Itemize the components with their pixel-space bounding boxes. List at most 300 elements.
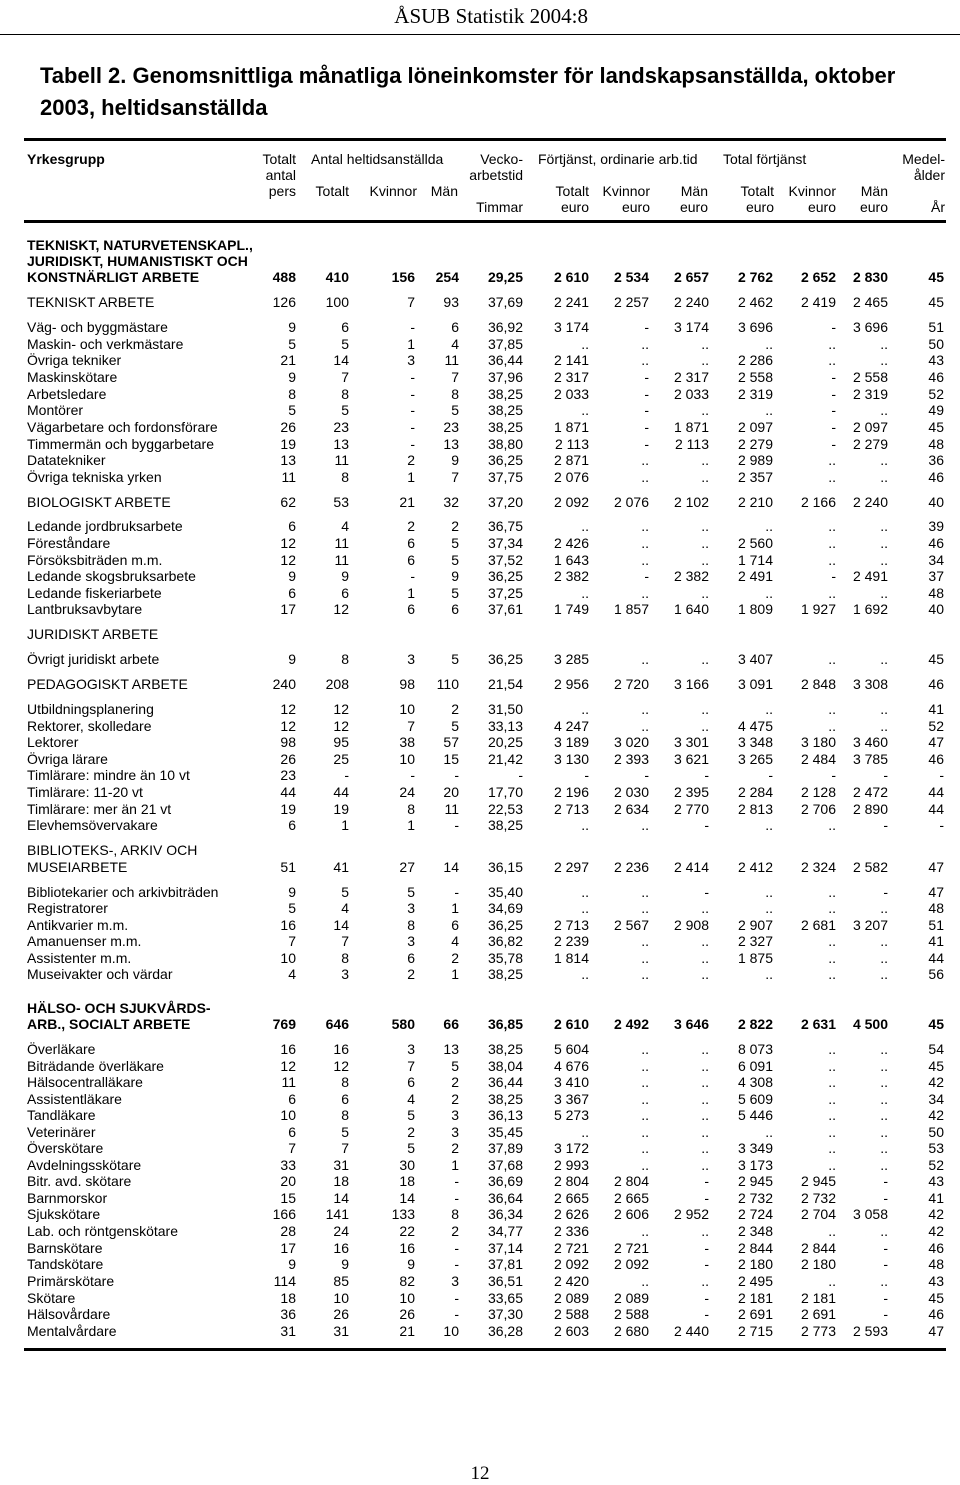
table-cell: 51 <box>928 917 944 933</box>
table-cell: .. <box>641 1107 649 1123</box>
table-cell: 2 348 <box>737 1223 773 1239</box>
row-label: PEDAGOGISKT ARBETE <box>27 676 188 692</box>
table-cell: 19 <box>280 801 296 817</box>
table-cell: 2 102 <box>673 494 709 510</box>
table-cell: 31 <box>280 1323 296 1339</box>
table-cell: 53 <box>928 1140 944 1156</box>
header-medel: Medel- <box>902 151 945 167</box>
row-label: Övrigt juridiskt arbete <box>27 651 160 667</box>
table-cell: 2 952 <box>673 1206 709 1222</box>
table-cell: 1 <box>407 585 415 601</box>
table-cell: 11 <box>444 801 459 817</box>
table-row <box>0 1290 960 1306</box>
table-cell: 2 286 <box>737 352 773 368</box>
table-cell: 31 <box>333 1323 349 1339</box>
table-cell: .. <box>641 469 649 485</box>
table-cell: 2 890 <box>852 801 888 817</box>
table-cell: - <box>883 1240 888 1256</box>
table-cell: 45 <box>928 1058 944 1074</box>
table-cell: 580 <box>391 1016 415 1032</box>
table-cell: 2 092 <box>553 494 589 510</box>
table-cell: 85 <box>333 1273 349 1289</box>
table-cell: .. <box>701 1074 709 1090</box>
table-cell: 42 <box>928 1206 944 1222</box>
table-cell: 36,15 <box>487 859 523 875</box>
table-cell: 2 236 <box>613 859 649 875</box>
table-cell: - <box>454 1290 459 1306</box>
table-cell: 23 <box>333 419 349 435</box>
table-cell: 37,81 <box>487 1256 523 1272</box>
table-cell: - <box>410 419 415 435</box>
table-cell: .. <box>701 1107 709 1123</box>
table-cell: - <box>883 767 888 783</box>
table-cell: 7 <box>341 369 349 385</box>
table-cell: - <box>410 568 415 584</box>
row-label: Veterinärer <box>27 1124 96 1140</box>
table-cell: .. <box>641 1058 649 1074</box>
table-cell: 2 092 <box>613 1256 649 1272</box>
table-cell: 2 076 <box>613 494 649 510</box>
table-cell: 47 <box>928 1323 944 1339</box>
table-cell: 2 804 <box>553 1173 589 1189</box>
table-cell: 3 020 <box>613 734 649 750</box>
table-cell: 12 <box>280 1058 296 1074</box>
table-cell: .. <box>828 1107 836 1123</box>
table-cell: - <box>410 369 415 385</box>
table-cell: .. <box>701 402 709 418</box>
table-cell: 2 089 <box>553 1290 589 1306</box>
table-cell: .. <box>828 817 836 833</box>
table-cell: 37,30 <box>487 1306 523 1322</box>
row-label: Primärskötare <box>27 1273 115 1289</box>
row-label: Hälsovårdare <box>27 1306 111 1322</box>
row-label: Hälsocentralläkare <box>27 1074 143 1090</box>
table-cell: .. <box>641 884 649 900</box>
header-euro-1: euro <box>560 199 589 215</box>
row-label: Ledande skogsbruksarbete <box>27 568 196 584</box>
table-row <box>0 1190 960 1206</box>
table-cell: 3 <box>407 352 415 368</box>
table-cell: .. <box>701 336 709 352</box>
table-cell: 2 732 <box>737 1190 773 1206</box>
table-cell: 9 <box>341 568 349 584</box>
table-cell: - <box>831 319 836 335</box>
table-cell: 2 907 <box>737 917 773 933</box>
table-cell: .. <box>828 718 836 734</box>
table-cell: .. <box>880 718 888 734</box>
table-cell: 2 593 <box>852 1323 888 1339</box>
header-euro-2: euro <box>621 199 650 215</box>
table-row <box>0 1223 960 1239</box>
table-cell: 2 713 <box>553 801 589 817</box>
table-cell: 7 <box>451 469 459 485</box>
table-cell: - <box>704 1306 709 1322</box>
header-vecko: Vecko- <box>480 151 523 167</box>
table-cell: 1 749 <box>553 601 589 617</box>
table-cell: 95 <box>333 734 349 750</box>
table-cell: 2 180 <box>737 1256 773 1272</box>
table-cell: 3 460 <box>852 734 888 750</box>
table-row <box>0 552 960 568</box>
table-cell: 3 166 <box>673 676 709 692</box>
table-cell: 1 <box>451 1157 459 1173</box>
table-cell: 24 <box>399 784 415 800</box>
table-cell: .. <box>581 336 589 352</box>
table-cell: - <box>644 319 649 335</box>
header-pers: pers <box>268 183 296 199</box>
table-cell: .. <box>701 535 709 551</box>
table-cell: 208 <box>325 676 349 692</box>
table-cell: 12 <box>333 701 349 717</box>
table-cell: 410 <box>325 269 349 285</box>
table-cell: 240 <box>272 676 296 692</box>
header-rule <box>0 34 960 35</box>
table-cell: .. <box>880 1223 888 1239</box>
row-label: Maskinskötare <box>27 369 118 385</box>
table-cell: 37,34 <box>487 535 523 551</box>
table-cell: .. <box>641 518 649 534</box>
table-cell: 21 <box>399 494 415 510</box>
table-row <box>0 1206 960 1222</box>
table-row <box>0 1074 960 1090</box>
table-row <box>0 1041 960 1057</box>
table-cell: 35,78 <box>487 950 523 966</box>
table-cell: 2 128 <box>800 784 836 800</box>
table-cell: 45 <box>928 1016 944 1032</box>
table-row <box>0 950 960 966</box>
table-row <box>0 1124 960 1140</box>
table-cell: 12 <box>280 552 296 568</box>
table-cell: 53 <box>333 494 349 510</box>
row-label: ARB., SOCIALT ARBETE <box>27 1016 191 1032</box>
table-cell: 133 <box>391 1206 415 1222</box>
table-cell: 2 484 <box>800 751 836 767</box>
table-cell: 11 <box>281 1074 296 1090</box>
table-cell: 7 <box>288 1140 296 1156</box>
table-cell: 5 <box>451 1058 459 1074</box>
table-cell: 9 <box>407 1256 415 1272</box>
table-cell: 17,70 <box>487 784 523 800</box>
table-cell: 36,64 <box>487 1190 523 1206</box>
table-cell: 6 <box>288 518 296 534</box>
table-row <box>0 884 960 900</box>
table-cell: 36,51 <box>487 1273 523 1289</box>
table-cell: - <box>883 1290 888 1306</box>
table-cell: 3 091 <box>737 676 773 692</box>
table-cell: 36,25 <box>487 568 523 584</box>
table-cell: 26 <box>399 1306 415 1322</box>
table-cell: 8 <box>407 801 415 817</box>
table-cell: .. <box>828 1223 836 1239</box>
table-cell: .. <box>581 884 589 900</box>
table-cell: 17 <box>280 1240 296 1256</box>
table-row <box>0 801 960 817</box>
table-cell: 37,25 <box>487 585 523 601</box>
row-label: Maskin- och verkmästare <box>27 336 184 352</box>
row-label: Övriga lärare <box>27 751 108 767</box>
table-cell: .. <box>581 585 589 601</box>
table-cell: 2 <box>407 518 415 534</box>
table-cell: .. <box>701 1223 709 1239</box>
table-cell: 2 240 <box>673 294 709 310</box>
table-cell: - <box>883 1173 888 1189</box>
table-cell: 2 804 <box>613 1173 649 1189</box>
table-cell: .. <box>581 1124 589 1140</box>
table-cell: 5 <box>341 336 349 352</box>
table-cell: 21,42 <box>487 751 523 767</box>
table-cell: 36,13 <box>487 1107 523 1123</box>
table-cell: - <box>704 817 709 833</box>
table-cell: .. <box>880 900 888 916</box>
table-cell: - <box>410 319 415 335</box>
table-cell: .. <box>828 1041 836 1057</box>
table-cell: 37,68 <box>487 1157 523 1173</box>
table-cell: 1 <box>407 336 415 352</box>
table-cell: 2 721 <box>613 1240 649 1256</box>
table-cell: 16 <box>333 1240 349 1256</box>
table-cell: 8 <box>341 950 349 966</box>
table-row <box>0 336 960 352</box>
table-cell: 8 <box>341 1107 349 1123</box>
table-cell: 2 <box>407 1124 415 1140</box>
table-cell: 3 <box>341 966 349 982</box>
table-cell: 9 <box>288 319 296 335</box>
row-label: Lantbruksavbytare <box>27 601 143 617</box>
table-cell: 2 652 <box>800 269 836 285</box>
table-cell: 2 813 <box>737 801 773 817</box>
table-row <box>0 859 960 875</box>
table-cell: 40 <box>928 494 944 510</box>
table-cell: .. <box>880 585 888 601</box>
table-cell: 34,69 <box>487 900 523 916</box>
table-cell: 11 <box>281 469 296 485</box>
table-cell: 2 327 <box>737 933 773 949</box>
table-cell: 50 <box>928 336 944 352</box>
table-cell: 45 <box>928 419 944 435</box>
table-cell: 47 <box>928 734 944 750</box>
table-cell: .. <box>701 966 709 982</box>
table-cell: 38,25 <box>487 419 523 435</box>
table-cell: 2 465 <box>852 294 888 310</box>
table-cell: 110 <box>436 676 459 692</box>
table-cell: 3 <box>407 651 415 667</box>
table-cell: 7 <box>341 1140 349 1156</box>
table-cell: - <box>644 436 649 452</box>
header-euro-6: euro <box>859 199 888 215</box>
table-row <box>0 585 960 601</box>
table-cell: 2 582 <box>852 859 888 875</box>
table-cell: .. <box>701 718 709 734</box>
table-cell: 2 665 <box>553 1190 589 1206</box>
table-cell: 2 491 <box>852 568 888 584</box>
header-total-fortjanst: Total förtjänst <box>723 151 807 167</box>
table-cell: 10 <box>399 701 415 717</box>
table-cell: 7 <box>407 718 415 734</box>
table-cell: 2 240 <box>852 494 888 510</box>
table-cell: 41 <box>333 859 349 875</box>
table-cell: 32 <box>443 494 459 510</box>
table-cell: 2 239 <box>553 933 589 949</box>
table-cell: 2 395 <box>673 784 709 800</box>
table-cell: 8 <box>451 1206 459 1222</box>
table-row <box>0 1157 960 1173</box>
table-cell: 3 <box>407 900 415 916</box>
table-cell: .. <box>701 518 709 534</box>
table-cell: .. <box>701 1058 709 1074</box>
section-line: HÄLSO- OCH SJUKVÅRDS- <box>27 1000 211 1016</box>
table-cell: .. <box>828 1273 836 1289</box>
table-cell: .. <box>641 651 649 667</box>
table-row <box>0 319 960 335</box>
table-cell: .. <box>828 352 836 368</box>
table-cell: 1 809 <box>737 601 773 617</box>
table-cell: - <box>454 1306 459 1322</box>
table-cell: 2 989 <box>737 452 773 468</box>
table-cell: .. <box>641 352 649 368</box>
table-cell: 3 <box>451 1273 459 1289</box>
table-cell: 2 030 <box>613 784 649 800</box>
table-cell: 156 <box>391 269 415 285</box>
row-label: Elevhemsövervakare <box>27 817 158 833</box>
header-sub-kvinnor-1: Kvinnor <box>369 183 417 199</box>
table-cell: 38,25 <box>487 817 523 833</box>
table-cell: 2 166 <box>800 494 836 510</box>
table-cell: .. <box>828 933 836 949</box>
table-cell: .. <box>828 469 836 485</box>
table-row <box>0 933 960 949</box>
row-label: Amanuenser m.m. <box>27 933 142 949</box>
table-row <box>0 1091 960 1107</box>
table-cell: 4 <box>451 933 459 949</box>
table-cell: 13 <box>280 452 296 468</box>
table-cell: 9 <box>288 369 296 385</box>
table-cell: .. <box>701 1157 709 1173</box>
table-cell: .. <box>880 1124 888 1140</box>
table-cell: 3 308 <box>852 676 888 692</box>
table-cell: .. <box>701 585 709 601</box>
table-cell: 1 814 <box>553 950 589 966</box>
table-cell: 10 <box>443 1323 459 1339</box>
table-cell: - <box>704 1256 709 1272</box>
table-cell: 3 367 <box>553 1091 589 1107</box>
table-row <box>0 1273 960 1289</box>
table-cell: - <box>704 767 709 783</box>
header-sub-kvinnor-2: Kvinnor <box>602 183 650 199</box>
table-cell: 22 <box>399 1223 415 1239</box>
table-cell: 19 <box>333 801 349 817</box>
table-row <box>0 294 960 310</box>
table-cell: - <box>831 402 836 418</box>
table-cell: 48 <box>928 436 944 452</box>
table-cell: 14 <box>399 1190 415 1206</box>
table-cell: - <box>883 817 888 833</box>
table-cell: 6 <box>407 552 415 568</box>
table-cell: .. <box>880 402 888 418</box>
table-cell: .. <box>641 585 649 601</box>
table-cell: - <box>883 1306 888 1322</box>
table-cell: 2 097 <box>737 419 773 435</box>
table-row <box>0 601 960 617</box>
table-cell: 5 <box>451 552 459 568</box>
row-label: Museivakter och värdar <box>27 966 173 982</box>
row-label: MUSEIARBETE <box>27 859 128 875</box>
table-cell: 38,80 <box>487 436 523 452</box>
table-cell: .. <box>701 352 709 368</box>
table-cell: 50 <box>928 1124 944 1140</box>
table-cell: - <box>883 884 888 900</box>
table-cell: 10 <box>280 1107 296 1123</box>
table-cell: 1 <box>407 469 415 485</box>
table-cell: 2 033 <box>553 386 589 402</box>
table-cell: 2 <box>451 1223 459 1239</box>
table-cell: 2 606 <box>613 1206 649 1222</box>
table-cell: 36 <box>280 1306 296 1322</box>
table-row <box>0 1240 960 1256</box>
table-cell: 2 076 <box>553 469 589 485</box>
table-cell: - <box>704 884 709 900</box>
table-cell: - <box>644 369 649 385</box>
table-cell: 2 357 <box>737 469 773 485</box>
table-row <box>0 784 960 800</box>
table-cell: 2 <box>451 701 459 717</box>
header-arbetstid: arbetstid <box>469 167 523 183</box>
table-cell: .. <box>828 452 836 468</box>
table-cell: 49 <box>928 402 944 418</box>
table-cell: - <box>644 419 649 435</box>
table-cell: 12 <box>280 701 296 717</box>
table-cell: 41 <box>928 933 944 949</box>
row-label: Rektorer, skolledare <box>27 718 152 734</box>
table-cell: 2 603 <box>553 1323 589 1339</box>
table-cell: .. <box>828 966 836 982</box>
table-cell: 34 <box>928 552 944 568</box>
table-row <box>0 1323 960 1339</box>
table-cell: 38,25 <box>487 386 523 402</box>
table-cell: 2 284 <box>737 784 773 800</box>
table-cell: 14 <box>333 352 349 368</box>
table-cell: 46 <box>928 1306 944 1322</box>
table-cell: 2 319 <box>737 386 773 402</box>
table-cell: .. <box>765 966 773 982</box>
table-cell: .. <box>701 701 709 717</box>
table-cell: 37,96 <box>487 369 523 385</box>
row-label: Biträdande överläkare <box>27 1058 164 1074</box>
row-label: BIOLOGISKT ARBETE <box>27 494 171 510</box>
table-row <box>0 518 960 534</box>
table-cell: 36,25 <box>487 452 523 468</box>
table-row <box>0 751 960 767</box>
table-row <box>0 676 960 692</box>
table-cell: 2 <box>451 950 459 966</box>
table-cell: .. <box>880 469 888 485</box>
table-cell: 30 <box>399 1157 415 1173</box>
row-label: Vägarbetare och fordonsförare <box>27 419 218 435</box>
table-cell: 54 <box>928 1041 944 1057</box>
table-cell: - <box>410 436 415 452</box>
table-cell: 2 773 <box>800 1323 836 1339</box>
table-row <box>0 1107 960 1123</box>
table-cell: - <box>454 767 459 783</box>
table-cell: 5 609 <box>737 1091 773 1107</box>
table-cell: 46 <box>928 751 944 767</box>
table-cell: 2 691 <box>737 1306 773 1322</box>
table-cell: 4 <box>341 900 349 916</box>
table-cell: 3 696 <box>737 319 773 335</box>
table-cell: - <box>704 1190 709 1206</box>
table-cell: 2 210 <box>737 494 773 510</box>
table-cell: .. <box>641 718 649 734</box>
table-cell: 45 <box>928 294 944 310</box>
